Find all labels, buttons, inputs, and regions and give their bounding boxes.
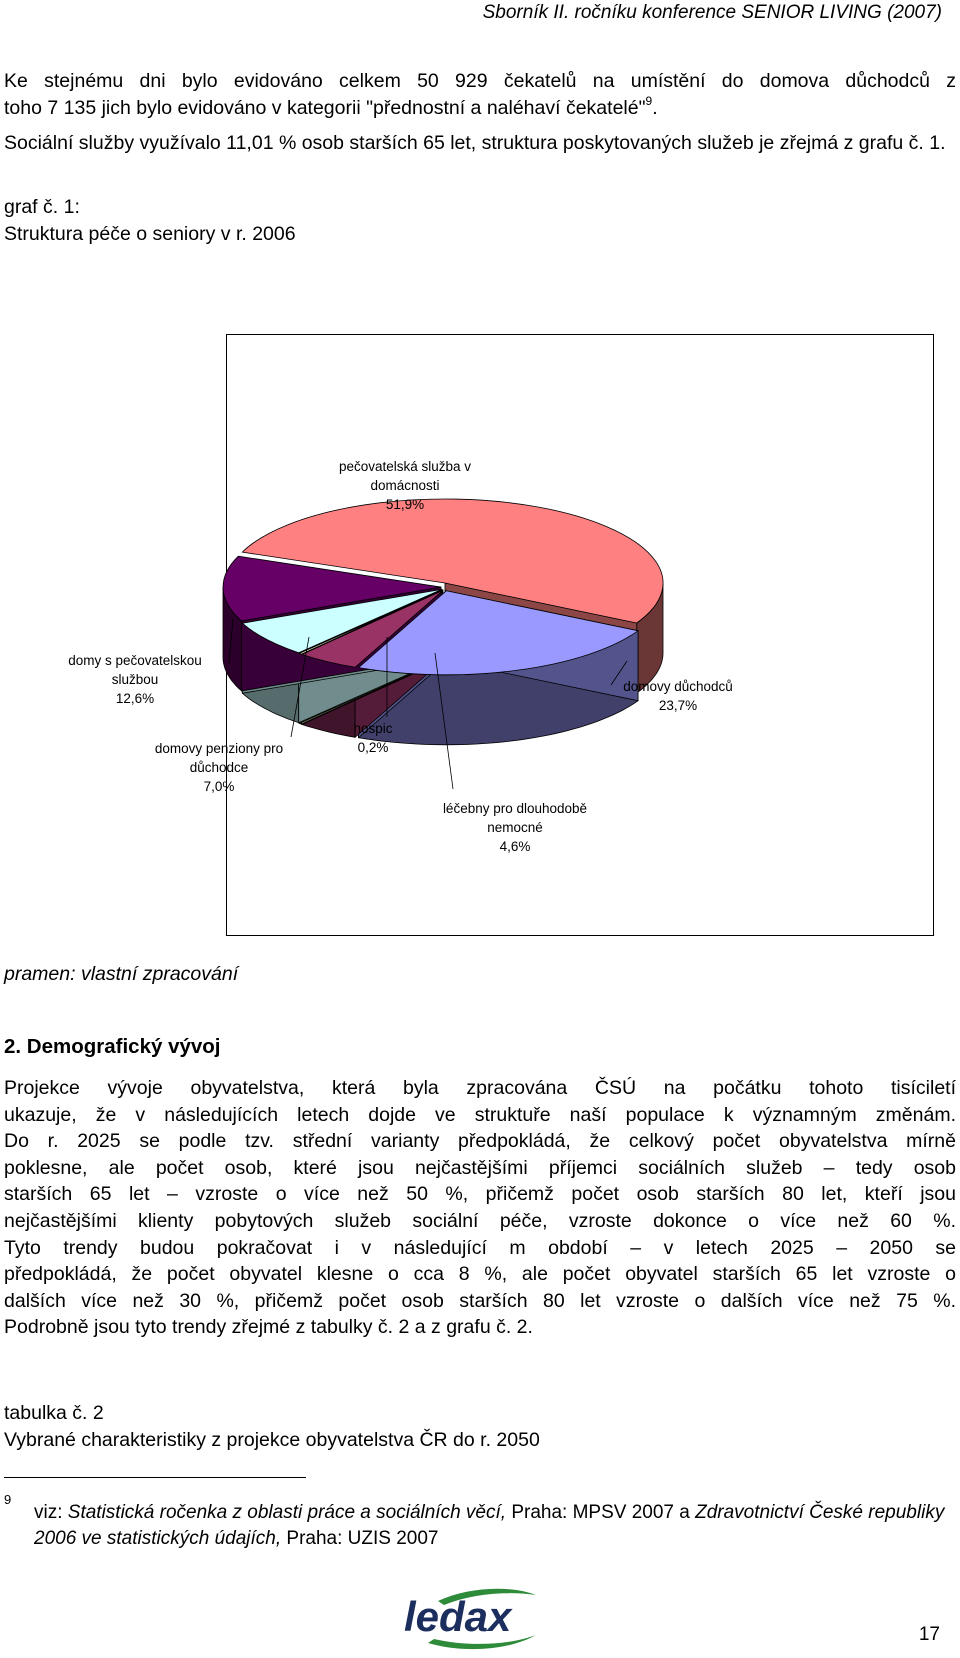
table-caption (4, 1400, 956, 1453)
body-line: předpokládá, že počet obyvatel klesne o cca 8 %, ale počet obyvatel starších 65 let vzroste o (4, 1263, 956, 1286)
pie-label-text: léčebny pro dlouhodobě (442, 801, 588, 816)
pie-label-text: pečovatelská služba v (338, 459, 472, 474)
figure-number: graf č. 1: (4, 196, 80, 218)
figure-caption (4, 194, 956, 247)
body-line: Tyto trendy budou pokračovat i v následující m období – v letech 2025 – 2050 se (4, 1236, 956, 1259)
intro-paragraph (4, 68, 956, 121)
section-body (4, 1075, 956, 1341)
pie-label-value: 4,6% (499, 839, 531, 854)
table-number: tabulka č. 2 (4, 1402, 104, 1424)
table-title: Vybrané charakteristiky z projekce obyvatelstva ČR do r. 2050 (4, 1428, 540, 1451)
pie-label-text: důchodce (189, 760, 249, 775)
pie-label-text: domy s pečovatelskou (68, 653, 202, 668)
pie-label-text: nemocné (487, 820, 543, 835)
footnote-mark: 9 (4, 1492, 12, 1507)
body-line: Do r. 2025 se podle tzv. střední varianty předpokládá, že celkový počet obyvatelstva mírně (4, 1130, 956, 1153)
footnote-publisher-1: Praha: MPSV 2007 a (506, 1502, 696, 1523)
section-heading: 2. Demografický vývoj (4, 1035, 221, 1058)
footnote-source-2: Zdravotnictví České republiky 2006 ve statistických údajích, (34, 1502, 945, 1549)
footnote-source-1: Statistická ročenka z oblasti práce a sociálních věcí, (67, 1502, 507, 1523)
pie-tops (223, 499, 663, 675)
footnote-divider (4, 1477, 306, 1478)
services-paragraph: Sociální služby využívalo 11,01 % osob starších 65 let, struktura poskytovaných služeb je zřejmá z grafu č. 1. (4, 132, 946, 154)
pie-label-value: 7,0% (203, 779, 235, 794)
pie-label-text: domovy důchodců (623, 679, 733, 694)
body-line-last: Podrobně jsou tyto trendy zřejmé z tabulky č. 2 a z grafu č. 2. (4, 1316, 533, 1339)
pie-label (68, 653, 202, 706)
ledax-logo (398, 1587, 548, 1658)
body-line: poklesne, ale počet osob, které jsou nejčastějšími příjemci sociálních služeb – tedy osob (4, 1156, 956, 1179)
body-line: ukazuje, že v následujících letech dojde ve struktuře naší populace k významným změnám. (4, 1103, 956, 1126)
pie-label (443, 801, 587, 854)
pie-label-text: domácnosti (370, 478, 440, 493)
footnote-text (34, 1500, 954, 1552)
pie-label-text: službou (111, 672, 159, 687)
figure-title: Struktura péče o seniory v r. 2006 (4, 222, 296, 245)
figure-source: pramen: vlastní zpracování (4, 963, 239, 985)
pie-label-value: 51,9% (385, 497, 425, 512)
body-line: nejčastějšími klienty pobytových služeb sociální péče, vzroste dokonce o více než 60 %. (4, 1209, 956, 1232)
body-line: dalších více než 30 %, přičemž počet osob starších 80 let vzroste o dalších více než 75 %. (4, 1289, 956, 1312)
pie-chart (68, 335, 933, 935)
page-number: 17 (918, 1624, 940, 1645)
footnote-ref: 9 (645, 93, 653, 108)
intro-line-1: Ke stejnému dni bylo evidováno celkem 50 929 čekatelů na umístění do domova důchodců z (4, 70, 956, 92)
pie-label-value: 23,7% (658, 698, 698, 713)
pie-label-text: domovy penziony pro (154, 741, 284, 756)
pie-chart-frame (68, 334, 934, 936)
pie-label-text: hospic (353, 721, 393, 736)
footnote-prefix: viz: (34, 1502, 68, 1523)
pie-label-value: 12,6% (115, 691, 155, 706)
intro-period: . (652, 96, 658, 119)
pie-label-value: 0,2% (357, 740, 389, 755)
footnote-publisher-2: Praha: UZIS 2007 (281, 1528, 439, 1549)
body-line: starších 65 let – vzroste o více než 50 %, přičemž počet osob starších 80 let, kteří jsou (4, 1183, 956, 1206)
body-line: Projekce vývoje obyvatelstva, která byla zpracována ČSÚ na počátku tohoto tisíciletí (4, 1077, 956, 1099)
pie-label (155, 741, 283, 794)
logo-wordmark: ledax (404, 1593, 512, 1640)
pie-label (623, 679, 733, 713)
running-header: Sborník II. ročníku konference SENIOR LIVING (2007) (482, 2, 942, 23)
intro-line-2: toho 7 135 jich bylo evidováno v kategorii "přednostní a naléhaví čekatelé" (4, 96, 646, 119)
